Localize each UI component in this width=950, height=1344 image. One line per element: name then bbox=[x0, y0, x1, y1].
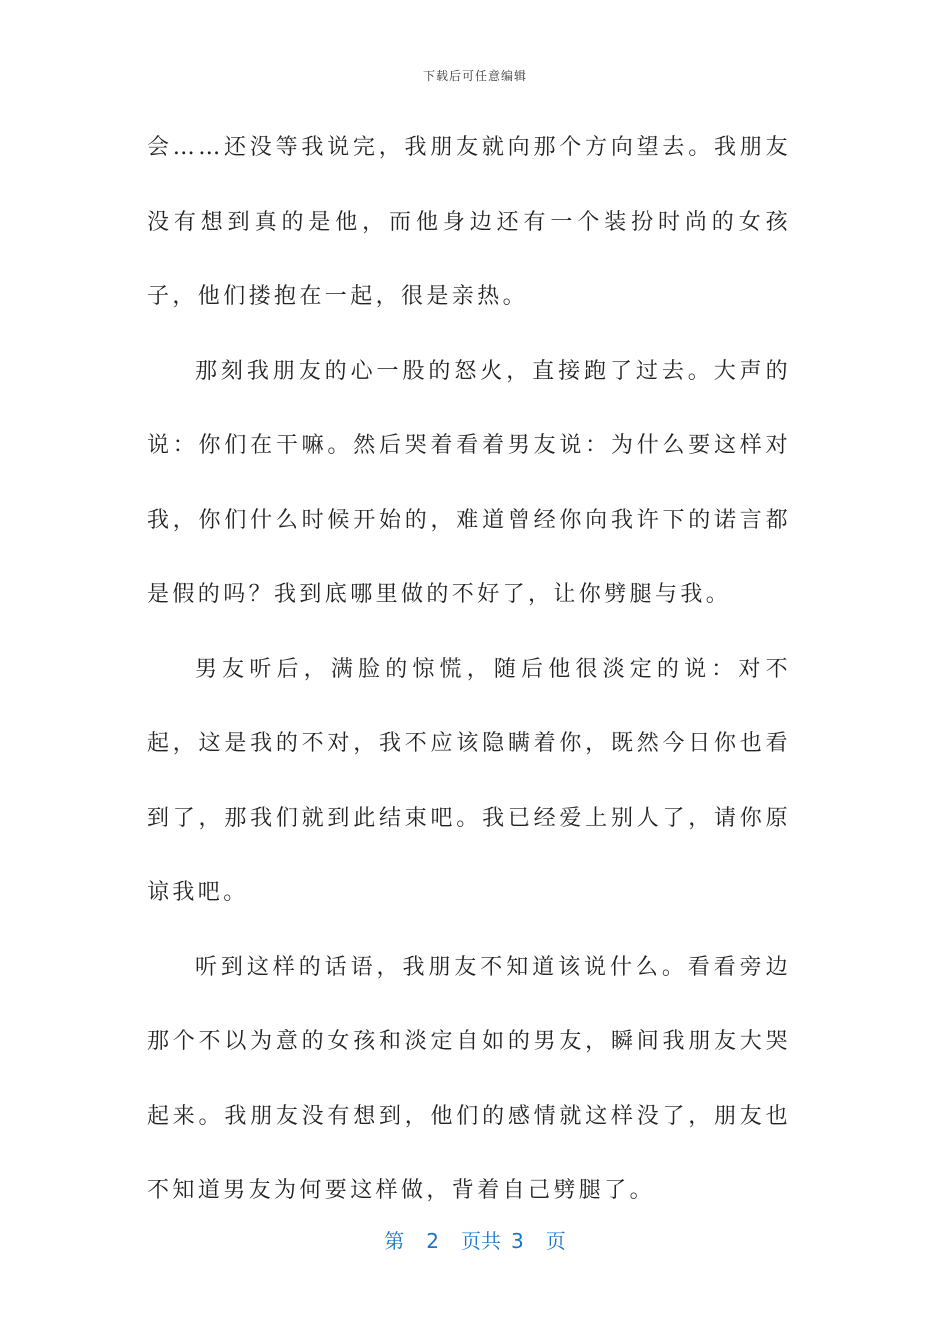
paragraph-1: 会……还没等我说完，我朋友就向那个方向望去。我朋友没有想到真的是他，而他身边还有一个装扮时尚的女孩子，他们搂抱在一起，很是亲热。 bbox=[147, 135, 791, 309]
page-footer bbox=[0, 1225, 950, 1254]
document-body bbox=[147, 111, 791, 1229]
footer-total-pages: 3 bbox=[511, 1229, 524, 1253]
footer-middle: 页共 bbox=[461, 1229, 501, 1253]
footer-current-page: 2 bbox=[426, 1229, 439, 1253]
paragraph-2: 那刻我朋友的心一股的怒火，直接跑了过去。大声的说：你们在干嘛。然后哭着看着男友说：为什么要这样对我，你们什么时候开始的，难道曾经你向我许下的诺言都是假的吗？我到底哪里做的不好了，让你劈腿与我。 bbox=[147, 358, 791, 607]
paragraph-3: 男友听后，满脸的惊慌，随后他很淡定的说：对不起，这是我的不对，我不应该隐瞒着你，既然今日你也看到了，那我们就到此结束吧。我已经爱上别人了，请你原谅我吧。 bbox=[147, 656, 791, 905]
paragraph-4: 听到这样的话语，我朋友不知道该说什么。看看旁边那个不以为意的女孩和淡定自如的男友，瞬间我朋友大哭起来。我朋友没有想到，他们的感情就这样没了，朋友也不知道男友为何要这样做，背着自己劈腿了。 bbox=[147, 954, 791, 1203]
footer-suffix: 页 bbox=[545, 1229, 566, 1253]
footer-prefix: 第 bbox=[384, 1229, 405, 1253]
page-header: 下载后可任意编辑 bbox=[422, 69, 527, 83]
